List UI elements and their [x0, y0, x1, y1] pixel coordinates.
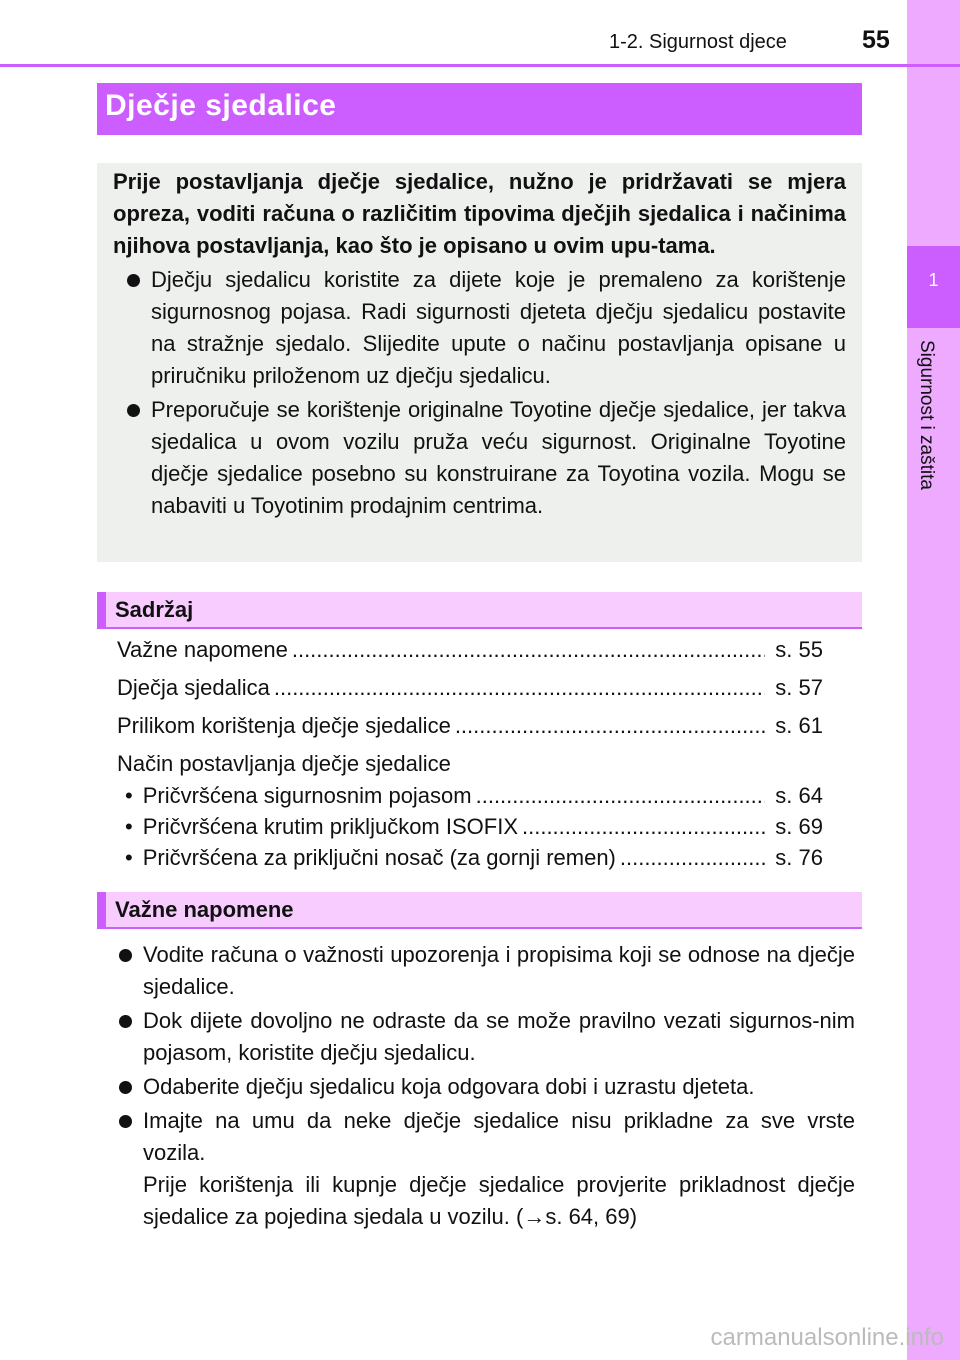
- toc-item[interactable]: [117, 637, 823, 675]
- toc-item[interactable]: [117, 814, 823, 845]
- toc-title: Prilikom korištenja dječje sjedalice: [117, 713, 451, 738]
- page-number: 55: [862, 26, 890, 54]
- page-title: Dječje sjedalice: [97, 83, 862, 135]
- contents-heading: Sadržaj: [97, 592, 862, 629]
- note-bullet: Imajte na umu da neke dječje sjedalice nisu prikladne za sve vrste vozila.: [107, 1105, 855, 1169]
- toc-title: • Pričvršćena za priključni nosač (za gornji remen): [117, 845, 616, 871]
- table-of-contents: [117, 637, 823, 876]
- toc-group: [117, 751, 823, 783]
- toc-title: Način postavljanja dječje sjedalice: [117, 751, 451, 776]
- toc-item[interactable]: [117, 845, 823, 876]
- notes-list: [107, 937, 855, 1233]
- note-bullet: Vodite računa o važnosti upozorenja i propisima koji se odnose na dječje sjedalice.: [107, 939, 855, 1003]
- notes-heading: Važne napomene: [97, 892, 862, 929]
- toc-page: s. 64: [775, 783, 823, 808]
- intro-lead: Prije postavljanja dječje sjedalice, nužno je pridržavati se mjera opreza, voditi računa o različitim tipovima dječjih sjedalica i načinima njihova postavljanja, kao što je opisano u ovim upu-tama.: [113, 169, 846, 258]
- toc-page: s. 55: [775, 637, 823, 662]
- chapter-strip: [907, 0, 960, 1360]
- toc-page: s. 61: [775, 713, 823, 738]
- toc-page: s. 76: [775, 845, 823, 870]
- chapter-tab[interactable]: 1: [907, 246, 960, 328]
- toc-item[interactable]: [117, 783, 823, 814]
- intro-box: [97, 163, 862, 562]
- note-bullet: Odaberite dječju sjedalicu koja odgovara dobi i uzrastu djeteta.: [107, 1071, 855, 1103]
- toc-page: s. 57: [775, 675, 823, 700]
- header-divider: [0, 64, 960, 67]
- toc-item[interactable]: [117, 675, 823, 713]
- toc-page: s. 69: [775, 814, 823, 839]
- intro-bullet: Dječju sjedalicu koristite za dijete koje je premaleno za korištenje sigurnosnog pojasa. Radi sigurnosti djeteta dječju sjedalicu postavite na stražnje sjedalo. Slijedite upute o načinu postavljanja opisane u priručniku priloženom uz dječju sjedalicu.: [113, 264, 846, 392]
- toc-title: Važne napomene: [117, 637, 288, 662]
- section-title: 1-2. Sigurnost djece: [609, 31, 787, 53]
- toc-title: Dječja sjedalica: [117, 675, 270, 700]
- toc-title: • Pričvršćena krutim priključkom ISOFIX: [117, 814, 518, 840]
- toc-item[interactable]: [117, 713, 823, 751]
- watermark: carmanualsonline.info: [710, 1324, 944, 1351]
- intro-bullet: Preporučuje se korištenje originalne Toyotine dječje sjedalice, jer takva sjedalica u ovom vozilu pruža veću sigurnost. Originalne Toyotine dječje sjedalice posebno su konstruirane za Toyotina vozila. Mogu se nabaviti u Toyotinim prodajnim centrima.: [113, 394, 846, 522]
- toc-title: • Pričvršćena sigurnosnim pojasom: [117, 783, 472, 809]
- note-extra: Prije korištenja ili kupnje dječje sjedalice provjerite prikladnost dječje sjedalice za pojedina sjedala u vozilu. (→s. 64, 69): [143, 1172, 855, 1229]
- note-bullet: Dok dijete dovoljno ne odraste da se može pravilno vezati sigurnos-nim pojasom, koristite dječju sjedalicu.: [107, 1005, 855, 1069]
- chapter-label: Sigurnost i zaštita: [916, 340, 937, 490]
